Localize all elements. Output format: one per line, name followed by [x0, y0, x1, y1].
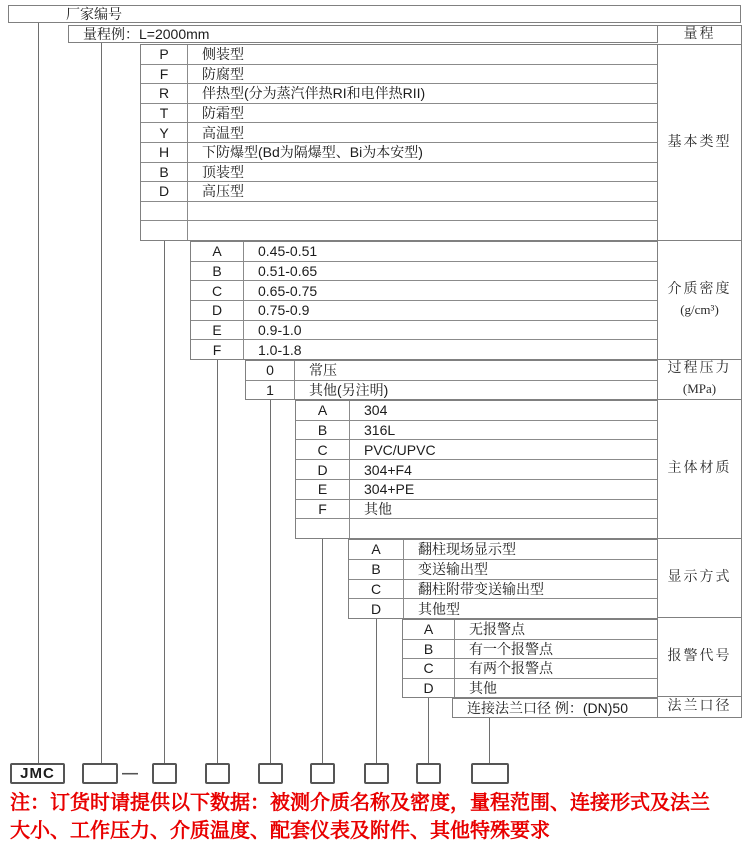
alarm-code-row — [403, 640, 657, 660]
description-cell: 其他(另注明) — [309, 381, 389, 398]
medium-density-row — [191, 321, 657, 341]
connector-line-range — [101, 43, 102, 763]
alarm-code-row — [403, 679, 657, 698]
code-cell: E — [296, 480, 350, 499]
code-cell: P — [141, 45, 188, 64]
description-cell: 防腐型 — [202, 65, 244, 82]
section-label-material: 主体材质 — [658, 400, 741, 539]
code-cell: A — [296, 401, 350, 420]
connector-line-alarm — [428, 698, 429, 763]
code-cell: A — [191, 242, 244, 261]
order-note-line1: 注：订货时请提供以下数据：被测介质名称及密度，量程范围、连接形式及法兰 — [10, 792, 710, 814]
range-example-row — [68, 25, 658, 43]
description-cell: 侧装型 — [202, 46, 244, 63]
code-cell: C — [349, 580, 404, 599]
body-material-row — [296, 460, 657, 480]
section-label-pressure: 过程压力 (MPa) — [658, 360, 741, 400]
description-cell: 其他 — [469, 679, 497, 696]
body-material-table — [295, 400, 658, 539]
description-cell: 有两个报警点 — [469, 660, 553, 677]
description-cell: 316L — [364, 422, 396, 439]
connector-line-display — [376, 619, 377, 763]
code-box-basic-type — [152, 763, 177, 784]
display-mode-table — [348, 539, 658, 619]
code-cell: R — [141, 84, 188, 103]
factory-code-label: 厂家编号 — [66, 6, 122, 22]
description-cell: 0.45-0.51 — [258, 243, 318, 260]
description-cell: 0.75-0.9 — [258, 302, 310, 319]
code-cell: H — [141, 143, 188, 162]
body-material-row — [296, 519, 657, 538]
description-cell: 变送输出型 — [418, 561, 488, 578]
description-cell: 翻柱附带变送输出型 — [418, 580, 544, 597]
medium-density-table — [190, 241, 658, 360]
section-label-density: 介质密度 (g/cm³) — [658, 241, 741, 360]
body-material-row — [296, 440, 657, 460]
code-cell: B — [296, 421, 350, 440]
basic-type-table — [140, 44, 658, 241]
range-example-text: 量程例：L=2000mm — [83, 26, 210, 42]
code-cell: D — [191, 301, 244, 320]
code-cell: 0 — [246, 361, 295, 380]
basic-type-row — [141, 84, 657, 104]
description-cell: 高温型 — [202, 124, 244, 141]
body-material-row — [296, 421, 657, 441]
basic-type-row — [141, 182, 657, 202]
connector-line-pressure — [270, 400, 271, 763]
description-cell: 0.65-0.75 — [258, 282, 318, 299]
description-cell: 伴热型(分为蒸汽伴热RI和电伴热RII) — [202, 85, 426, 102]
connector-line-basic — [164, 241, 165, 763]
order-note-line2: 大小、工作压力、介质温度、配套仪表及附件、其他特殊要求 — [10, 820, 550, 842]
code-cell — [141, 202, 188, 221]
display-mode-row — [349, 599, 657, 618]
description-cell: 有一个报警点 — [469, 640, 553, 657]
basic-type-row — [141, 221, 657, 240]
code-box-material — [310, 763, 335, 784]
category-label-column — [658, 25, 742, 718]
code-cell: B — [349, 560, 404, 579]
basic-type-row — [141, 123, 657, 143]
code-cell: E — [191, 321, 244, 340]
process-pressure-table — [245, 360, 658, 400]
description-cell: 304+F4 — [364, 461, 412, 478]
basic-type-row — [141, 104, 657, 124]
code-cell: 1 — [246, 381, 295, 400]
body-material-row — [296, 401, 657, 421]
description-cell: 0.51-0.65 — [258, 263, 318, 279]
code-cell: B — [403, 640, 455, 659]
description-cell: 无报警点 — [469, 621, 525, 638]
code-box-range — [82, 763, 118, 784]
connector-line-material — [322, 539, 323, 763]
description-cell: 304 — [364, 402, 388, 419]
medium-density-row — [191, 340, 657, 359]
factory-code-header — [8, 5, 741, 23]
code-cell: D — [296, 460, 350, 479]
description-cell: 其他型 — [418, 600, 460, 617]
basic-type-row — [141, 143, 657, 163]
description-cell: 高压型 — [202, 183, 244, 200]
body-material-row — [296, 500, 657, 520]
basic-type-row — [141, 163, 657, 183]
description-cell: 0.9-1.0 — [258, 322, 302, 339]
code-cell: D — [403, 679, 455, 698]
code-cell — [141, 221, 188, 240]
code-cell: B — [141, 163, 188, 182]
code-box-display — [364, 763, 389, 784]
alarm-code-row — [403, 620, 657, 640]
section-label-flange: 法兰口径 — [667, 699, 732, 714]
description-cell: 翻柱现场显示型 — [418, 541, 516, 558]
code-box-alarm — [416, 763, 441, 784]
code-cell: F — [296, 500, 350, 519]
basic-type-row — [141, 45, 657, 65]
description-cell: 防霜型 — [202, 105, 244, 122]
description-cell — [350, 519, 657, 538]
connector-line-factory — [38, 23, 39, 763]
description-cell: 常压 — [309, 362, 337, 379]
display-mode-row — [349, 540, 657, 560]
description-cell: PVC/UPVC — [364, 441, 436, 458]
description-cell — [188, 221, 657, 240]
code-cell — [296, 519, 350, 538]
code-cell: D — [141, 182, 188, 201]
code-cell: T — [141, 104, 188, 123]
description-cell: 顶装型 — [202, 163, 244, 180]
connector-line-density — [217, 360, 218, 763]
basic-type-row — [141, 202, 657, 222]
code-box-flange — [471, 763, 509, 784]
alarm-code-row — [403, 659, 657, 679]
description-cell: 下防爆型(Bd为隔爆型、Bi为本安型) — [202, 144, 423, 161]
code-cell: A — [403, 620, 455, 639]
flange-size-text: 连接法兰口径 例：(DN)50 — [467, 700, 629, 716]
medium-density-row — [191, 262, 657, 282]
description-cell: 1.0-1.8 — [258, 341, 302, 358]
section-label-basic-type: 基本类型 — [658, 45, 741, 241]
code-box-pressure — [258, 763, 283, 784]
basic-type-row — [141, 65, 657, 85]
code-cell: C — [403, 659, 455, 678]
section-label-range: 量程 — [658, 26, 741, 45]
code-cell: Y — [141, 123, 188, 142]
flange-size-row — [452, 698, 658, 718]
connector-line-flange — [489, 718, 490, 763]
body-material-row — [296, 480, 657, 500]
process-pressure-row — [246, 381, 657, 400]
code-separator-dash: — — [122, 764, 138, 782]
code-cell: B — [191, 262, 244, 281]
code-cell: F — [191, 340, 244, 359]
medium-density-row — [191, 301, 657, 321]
description-cell: 304+PE — [364, 481, 415, 498]
description-cell: 其他 — [364, 500, 392, 517]
description-cell — [188, 202, 657, 221]
medium-density-row — [191, 281, 657, 301]
section-label-display: 显示方式 — [658, 539, 741, 619]
code-cell: C — [296, 440, 350, 459]
medium-density-row — [191, 242, 657, 262]
process-pressure-row — [246, 361, 657, 381]
display-mode-row — [349, 560, 657, 580]
code-box-density — [205, 763, 230, 784]
alarm-code-table — [402, 619, 658, 698]
code-cell: A — [349, 540, 404, 559]
code-cell: F — [141, 65, 188, 84]
display-mode-row — [349, 580, 657, 600]
code-cell: D — [349, 599, 404, 618]
code-cell: C — [191, 281, 244, 300]
model-code-box: JMC — [10, 763, 65, 784]
section-label-alarm: 报警代号 — [658, 618, 741, 697]
